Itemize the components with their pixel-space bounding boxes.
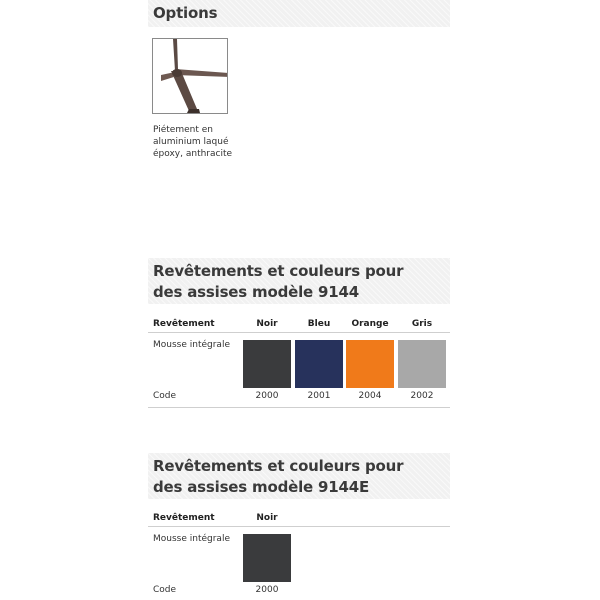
table2-header-noir: Noir <box>256 513 278 523</box>
table2-code-noir: 2000 <box>255 585 279 595</box>
table1-swatch-gris <box>398 340 446 388</box>
chair-base-image <box>153 39 228 114</box>
table1-code-bleu: 2001 <box>307 391 331 401</box>
table1-code-label: Code <box>153 391 177 401</box>
table1-header-bleu: Bleu <box>307 319 331 329</box>
table1-header-revetement: Revêtement <box>153 319 215 329</box>
options-title: Options <box>153 4 218 22</box>
table1-header-orange: Orange <box>351 319 389 329</box>
table2-header-band <box>148 453 450 499</box>
table2-title-line-1: Revêtements et couleurs pour <box>153 457 404 475</box>
table2-swatch-noir <box>243 534 291 582</box>
table2-header-revetement: Revêtement <box>153 513 215 523</box>
table1-swatch-orange <box>346 340 394 388</box>
table1-title-line-1: Revêtements et couleurs pour <box>153 262 404 280</box>
table2-row-label: Mousse intégrale <box>153 534 230 544</box>
caption-line: Piétement en <box>153 125 213 135</box>
table1-code-orange: 2004 <box>358 391 382 401</box>
table1-swatch-bleu <box>295 340 343 388</box>
table2-header-rule <box>148 526 450 527</box>
table1-bottom-rule <box>148 407 450 408</box>
table1-header-band <box>148 258 450 304</box>
table1-title-line-2: des assises modèle 9144 <box>153 283 359 301</box>
table1-swatch-noir <box>243 340 291 388</box>
table1-header-gris: Gris <box>411 319 433 329</box>
table1-header-noir: Noir <box>256 319 278 329</box>
caption-line: époxy, anthracite <box>153 149 233 159</box>
options-caption <box>153 124 232 160</box>
table2-code-label: Code <box>153 585 177 595</box>
table2-title-line-2: des assises modèle 9144E <box>153 478 370 496</box>
base-thumbnail <box>152 38 228 114</box>
caption-line: aluminium laqué <box>153 137 229 147</box>
options-header-band <box>148 0 450 27</box>
table1-code-gris: 2002 <box>410 391 434 401</box>
table1-code-noir: 2000 <box>255 391 279 401</box>
table1-header-rule <box>148 332 450 333</box>
table1-row-label: Mousse intégrale <box>153 340 230 350</box>
